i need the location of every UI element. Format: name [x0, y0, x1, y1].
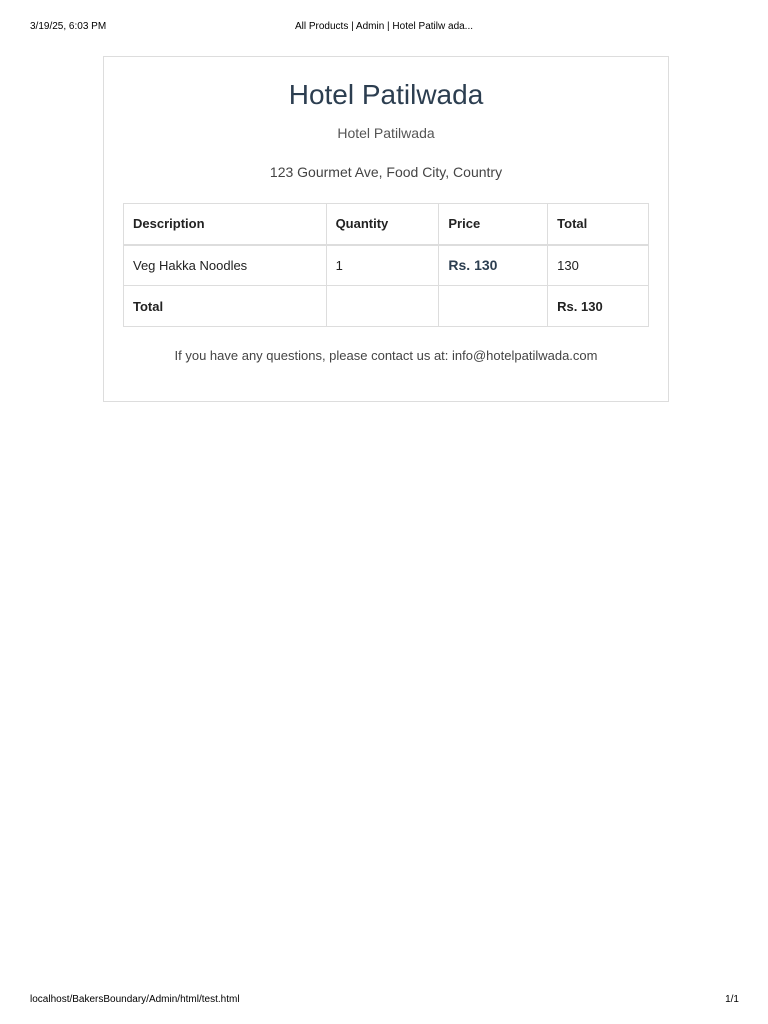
table-header-row [124, 204, 649, 245]
header-total: Total [548, 204, 649, 245]
hotel-name-heading: Hotel Patilwada [288, 79, 484, 110]
invoice-card [103, 56, 669, 402]
contact-info: If you have any questions, please contact us at: info@hotelpatilwada.com [174, 348, 598, 363]
print-header-datetime: 3/19/25, 6:03 PM [30, 21, 107, 32]
print-footer-page-number: 1/1 [725, 994, 739, 1005]
item-total: 130 [548, 245, 649, 286]
total-label: Total [124, 286, 327, 327]
total-price-cell [439, 286, 548, 327]
table-total-row [124, 286, 649, 327]
header-quantity: Quantity [326, 204, 439, 245]
hotel-address: 123 Gourmet Ave, Food City, Country [269, 164, 503, 180]
invoice-items-table [123, 203, 649, 327]
item-quantity: 1 [326, 245, 439, 286]
header-description: Description [124, 204, 327, 245]
print-footer-url: localhost/BakersBoundary/Admin/html/test.html [30, 994, 240, 1005]
total-amount: Rs. 130 [548, 286, 649, 327]
item-price: Rs. 130 [439, 245, 548, 286]
table-row [124, 245, 649, 286]
hotel-subtitle: Hotel Patilwada [337, 125, 435, 141]
total-quantity-cell [326, 286, 439, 327]
item-description: Veg Hakka Noodles [124, 245, 327, 286]
header-price: Price [439, 204, 548, 245]
print-header-title: All Products | Admin | Hotel Patilw ada... [294, 21, 474, 32]
